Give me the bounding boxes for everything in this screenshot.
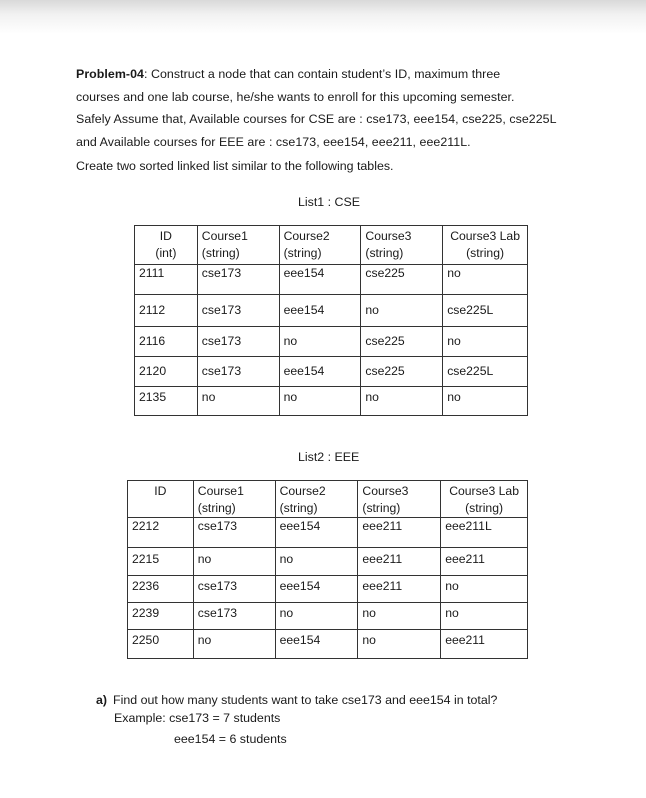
header-cell: Course3 (string): [358, 481, 441, 518]
table-row: [135, 295, 528, 327]
example-line-1: Example: cse173 = 7 students: [114, 711, 281, 725]
table-cell: no: [193, 548, 275, 576]
table-row: [128, 630, 528, 659]
table-cell: cse173: [197, 357, 279, 387]
table-cell: eee211: [358, 518, 441, 548]
problem-label: Problem-04: [76, 67, 144, 81]
header-cell: ID: [128, 481, 194, 518]
table-cell: cse225L: [443, 357, 528, 387]
table-cell: eee211: [441, 548, 528, 576]
table-cell: no: [358, 603, 441, 630]
table-cell: eee154: [279, 265, 361, 295]
question-text: Find out how many students want to take cse173 and eee154 in total?: [113, 693, 498, 707]
table-cell: eee154: [275, 630, 358, 659]
table-cell: cse173: [197, 265, 279, 295]
table-cell: no: [443, 265, 528, 295]
table-cell: 2116: [135, 327, 198, 357]
table-header-row: [128, 481, 528, 518]
list1-caption: List1 : CSE: [298, 195, 360, 209]
table-cell: cse173: [193, 518, 275, 548]
table-cell: cse173: [193, 576, 275, 603]
header-cell: Course2 (string): [279, 226, 361, 265]
table-cell: cse225: [361, 327, 443, 357]
problem-line-3: Safely Assume that, Available courses for CSE are : cse173, eee154, cse225, cse225L: [76, 112, 557, 126]
table-cell: no: [443, 327, 528, 357]
table-cell: no: [441, 576, 528, 603]
table-row: [128, 576, 528, 603]
question-label: a): [96, 693, 108, 707]
problem-line-1: : Construct a node that can contain student’s ID, maximum three: [143, 67, 501, 81]
header-cell: ID (int): [135, 226, 198, 265]
table-row: [135, 387, 528, 416]
table-cell: no: [358, 630, 441, 659]
table-cell: eee211: [441, 630, 528, 659]
example-line-2: eee154 = 6 students: [174, 732, 287, 746]
table-cell: cse173: [197, 295, 279, 327]
table-cell: eee211: [358, 576, 441, 603]
table-cell: eee211L: [441, 518, 528, 548]
table-cell: cse225: [361, 357, 443, 387]
list2-caption: List2 : EEE: [298, 450, 360, 464]
table-row: [135, 265, 528, 295]
table-cell: eee154: [279, 357, 361, 387]
problem-line-4: and Available courses for EEE are : cse173, eee154, eee211, eee211L.: [76, 134, 471, 149]
list1-table: [134, 225, 528, 416]
table-cell: 2120: [135, 357, 198, 387]
list2-table: [127, 480, 528, 659]
problem-statement: [76, 63, 596, 153]
header-cell: Course3 Lab (string): [441, 481, 528, 518]
table-cell: no: [441, 603, 528, 630]
instruction-text: Create two sorted linked list similar to the following tables.: [76, 159, 394, 173]
table-cell: no: [361, 295, 443, 327]
table-cell: 2215: [128, 548, 194, 576]
question-a: [96, 689, 497, 711]
table-cell: no: [197, 387, 279, 416]
table-cell: cse173: [193, 603, 275, 630]
table-row: [135, 357, 528, 387]
table-cell: no: [443, 387, 528, 416]
table-cell: eee154: [275, 576, 358, 603]
header-cell: Course2 (string): [275, 481, 358, 518]
table-cell: 2239: [128, 603, 194, 630]
table-cell: no: [279, 387, 361, 416]
header-cell: Course1 (string): [193, 481, 275, 518]
table-cell: no: [361, 387, 443, 416]
table-cell: eee154: [279, 295, 361, 327]
table-cell: 2250: [128, 630, 194, 659]
table-cell: 2236: [128, 576, 194, 603]
table-cell: no: [279, 327, 361, 357]
table-cell: cse225L: [443, 295, 528, 327]
table-cell: 2135: [135, 387, 198, 416]
table-cell: 2212: [128, 518, 194, 548]
table-cell: no: [193, 630, 275, 659]
table-cell: no: [275, 548, 358, 576]
table-cell: no: [275, 603, 358, 630]
header-cell: Course3 (string): [361, 226, 443, 265]
table-cell: 2112: [135, 295, 198, 327]
header-cell: Course1 (string): [197, 226, 279, 265]
table-cell: eee154: [275, 518, 358, 548]
table-row: [128, 603, 528, 630]
problem-line-2: courses and one lab course, he/she wants to enroll for this upcoming semester.: [76, 89, 515, 104]
table-row: [128, 548, 528, 576]
header-cell: Course3 Lab (string): [443, 226, 528, 265]
table-row: [128, 518, 528, 548]
table-row: [135, 327, 528, 357]
table-header-row: [135, 226, 528, 265]
table-cell: cse173: [197, 327, 279, 357]
table-cell: eee211: [358, 548, 441, 576]
table-cell: 2111: [135, 265, 198, 295]
table-cell: cse225: [361, 265, 443, 295]
